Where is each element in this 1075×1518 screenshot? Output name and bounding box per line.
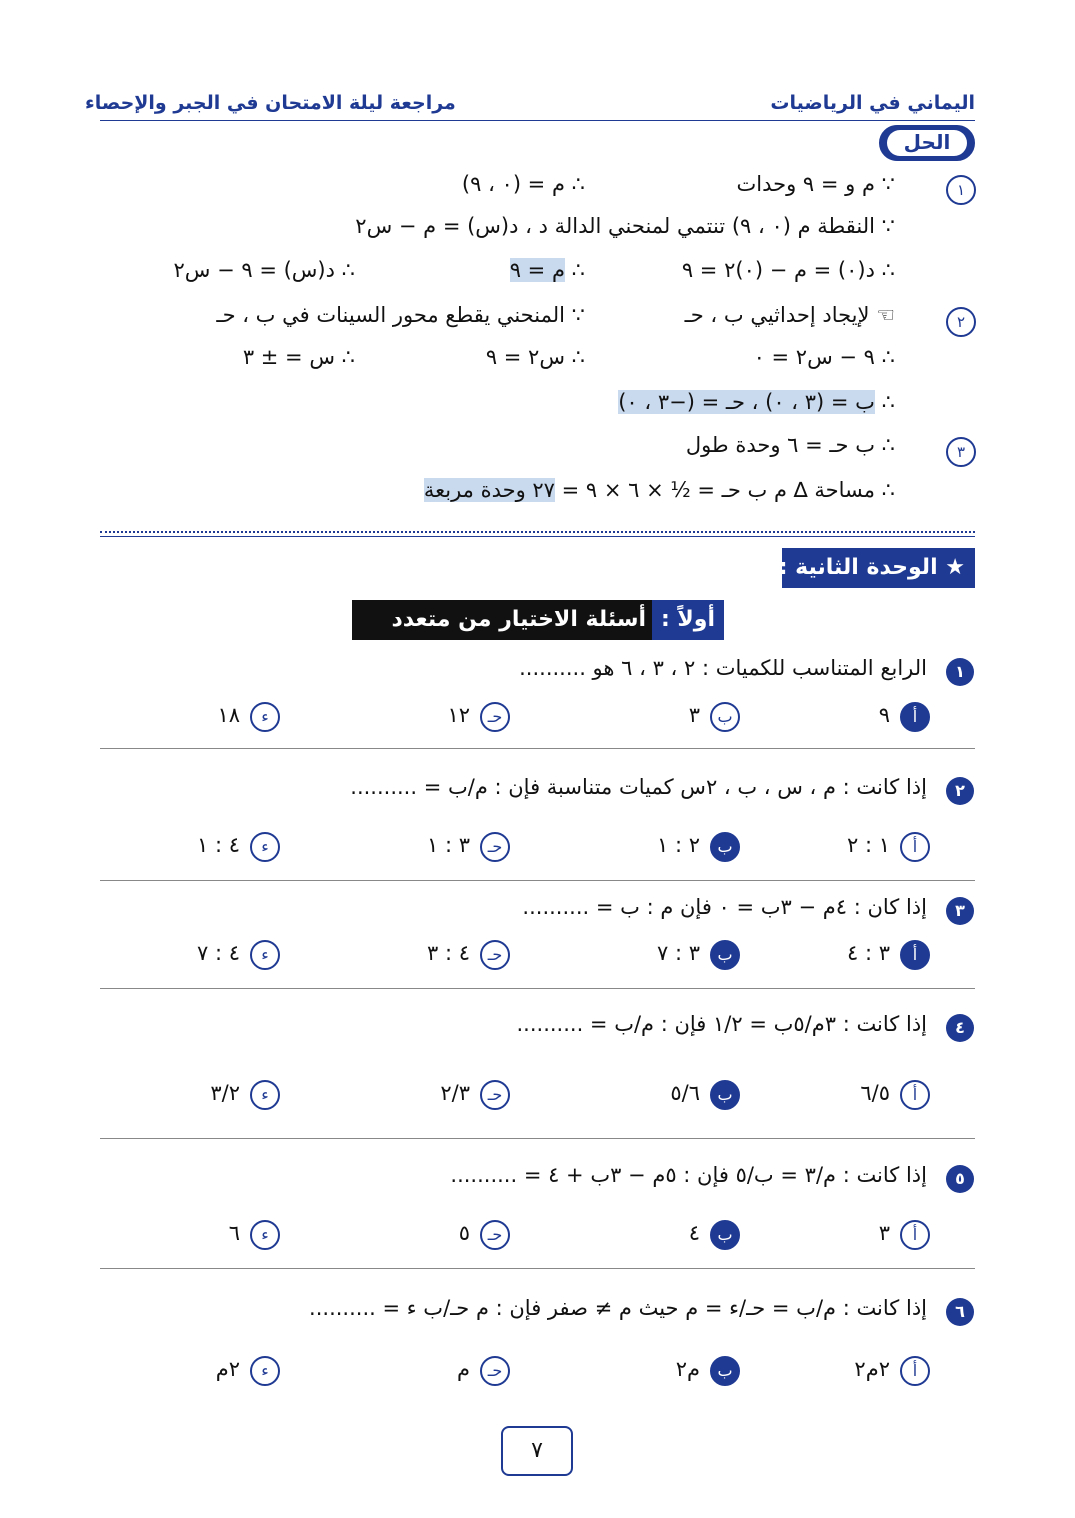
question-text: إذا كان : ٤ﻡ − ٣ب = ٠ فإن ﻡ : ب = .......... xyxy=(522,895,927,919)
option-value[interactable]: ٣ : ٧ xyxy=(657,941,700,965)
option-letter[interactable]: ب xyxy=(710,1356,740,1386)
question-separator xyxy=(100,1268,975,1269)
option-letter[interactable]: ب xyxy=(710,1220,740,1250)
option-value[interactable]: ٤ xyxy=(688,1221,700,1245)
page-number: ٧ xyxy=(501,1426,573,1476)
solution-number-1: ١ xyxy=(946,175,976,205)
question-number: ٢ xyxy=(946,777,974,805)
solution-line: ∴ ٩ − س٢ = ٠ xyxy=(753,345,895,369)
option-value[interactable]: ٣/٢ xyxy=(210,1081,240,1105)
option-value[interactable]: ٩ xyxy=(878,703,890,727)
question-separator xyxy=(100,1138,975,1139)
question-text: الرابع المتناسب للكميات : ٢ ، ٣ ، ٦ هو .......... xyxy=(519,656,927,680)
option-letter[interactable]: ب xyxy=(710,702,740,732)
section-separator xyxy=(100,531,975,537)
option-value[interactable]: ٣ : ١ xyxy=(427,833,470,857)
header-rule xyxy=(100,120,975,121)
solution-line xyxy=(424,478,895,502)
option-letter[interactable]: ء xyxy=(250,1220,280,1250)
option-value[interactable]: م xyxy=(456,1357,470,1381)
solution-line: ☜ لإيجاد إحداثيي ب ، حـ xyxy=(684,303,895,327)
solution-line: ∴ ﻡ = (٠ ، ٩) xyxy=(461,172,585,196)
option-value[interactable]: ٣ xyxy=(688,703,700,727)
mcq-title xyxy=(352,600,724,640)
option-value[interactable]: ٤ : ٧ xyxy=(197,941,240,965)
question-number: ٣ xyxy=(946,897,974,925)
option-value[interactable]: ٥/٦ xyxy=(670,1081,700,1105)
mcq-title-rest: أسئلة الاختيار من متعدد xyxy=(391,607,646,632)
question-text: إذا كانت : ﻡ/٣ = ب/٥ فإن : ٥ﻡ − ٣ب + ٤ = .......... xyxy=(450,1163,927,1187)
option-letter[interactable]: أ xyxy=(900,1080,930,1110)
option-letter[interactable]: حـ xyxy=(480,1356,510,1386)
option-letter[interactable]: حـ xyxy=(480,1220,510,1250)
option-letter[interactable]: ء xyxy=(250,1356,280,1386)
option-letter[interactable]: حـ xyxy=(480,940,510,970)
mcq-title-first: أولاً : xyxy=(652,600,724,640)
solution-line: ∵ ﻡ و = ٩ وحدات xyxy=(736,172,895,196)
solution-label-box xyxy=(879,125,975,161)
option-value[interactable]: ٦/٥ xyxy=(860,1081,890,1105)
option-letter[interactable]: حـ xyxy=(480,1080,510,1110)
area-formula: ∴ مساحة ∆ ﻡ ب حـ = ½ × ٦ × ٩ = xyxy=(554,478,895,502)
question-separator xyxy=(100,748,975,749)
option-letter[interactable]: ء xyxy=(250,1080,280,1110)
question-text: إذا كانت : ﻡ ، س ، ب ، ٢س كميات متناسبة فإن : ﻡ/ب = .......... xyxy=(350,775,927,799)
option-value[interactable]: ٣ : ٤ xyxy=(847,941,890,965)
question-number: ١ xyxy=(946,658,974,686)
option-letter[interactable]: ب xyxy=(710,1080,740,1110)
option-value[interactable]: ٢/٣ xyxy=(440,1081,470,1105)
option-letter[interactable]: أ xyxy=(900,702,930,732)
option-value[interactable]: ٣ xyxy=(878,1221,890,1245)
highlight: م = ٩ xyxy=(509,258,565,282)
option-value[interactable]: ١٨ xyxy=(217,703,240,727)
option-letter[interactable]: ب xyxy=(710,940,740,970)
option-value[interactable]: ١٢ xyxy=(447,703,470,727)
unit-title: ★ الوحدة الثانية : xyxy=(782,548,975,588)
highlight: ب = (٣ ، ٠) ، حـ = (−٣ ، ٠) xyxy=(618,390,875,414)
solution-line: ∵ المنحني يقطع محور السينات في ب ، حـ xyxy=(216,303,585,327)
header-left: مراجعة ليلة الامتحان في الجبر والإحصاء xyxy=(85,92,456,114)
option-letter[interactable]: أ xyxy=(900,832,930,862)
solution-line: ∴ س٢ = ٩ xyxy=(485,345,585,369)
solution-number-3: ٣ xyxy=(946,437,976,467)
option-value[interactable]: م٢ xyxy=(675,1357,700,1381)
question-separator xyxy=(100,988,975,989)
option-letter[interactable]: ء xyxy=(250,832,280,862)
option-letter[interactable]: أ xyxy=(900,1220,930,1250)
option-value[interactable]: ٢م xyxy=(215,1357,240,1381)
solution-line: ∴ د(س) = ٩ − س٢ xyxy=(173,258,355,282)
solution-line: ∴ ب = (٣ ، ٠) ، حـ = (−٣ ، ٠) xyxy=(618,390,895,414)
question-number: ٤ xyxy=(946,1014,974,1042)
solution-label: الحل xyxy=(887,130,967,156)
question-number: ٦ xyxy=(946,1298,974,1326)
solution-number-2: ٢ xyxy=(946,307,976,337)
highlight: ٢٧ وحدة مربعة xyxy=(423,478,555,502)
solution-line: ∵ النقطة ﻡ (٠ ، ٩) تنتمي لمنحني الدالة د ، د(س) = م − س٢ xyxy=(355,214,895,238)
option-letter[interactable]: ب xyxy=(710,832,740,862)
option-value[interactable]: ٦ xyxy=(228,1221,240,1245)
option-value[interactable]: ٥ xyxy=(458,1221,470,1245)
option-value[interactable]: ٢م٢ xyxy=(854,1357,890,1381)
solution-line: ∴ م = ٩ xyxy=(509,258,585,282)
option-letter[interactable]: ء xyxy=(250,702,280,732)
option-letter[interactable]: حـ xyxy=(480,702,510,732)
solution-line: ∴ د(٠) = م − (٠)٢ = ٩ xyxy=(681,258,895,282)
solution-line: ∴ س = ± ٣ xyxy=(242,345,355,369)
option-value[interactable]: ٤ : ١ xyxy=(197,833,240,857)
option-letter[interactable]: أ xyxy=(900,1356,930,1386)
header-right: اليماني في الرياضيات xyxy=(770,92,975,114)
question-separator xyxy=(100,880,975,881)
option-letter[interactable]: ء xyxy=(250,940,280,970)
option-letter[interactable]: حـ xyxy=(480,832,510,862)
question-text: إذا كانت : ٣ﻡ/٥ب = ١/٢ فإن : ﻡ/ب = .......... xyxy=(516,1012,927,1036)
question-text: إذا كانت : ﻡ/ب = حـ/ء = م حيث م ≠ صفر فإن : ﻡ حـ/ب ء = .......... xyxy=(309,1296,927,1320)
option-value[interactable]: ٤ : ٣ xyxy=(427,941,470,965)
option-value[interactable]: ١ : ٢ xyxy=(847,833,890,857)
option-value[interactable]: ٢ : ١ xyxy=(657,833,700,857)
option-letter[interactable]: أ xyxy=(900,940,930,970)
solution-line: ∴ ب حـ = ٦ وحدة طول xyxy=(685,433,895,457)
question-number: ٥ xyxy=(946,1165,974,1193)
